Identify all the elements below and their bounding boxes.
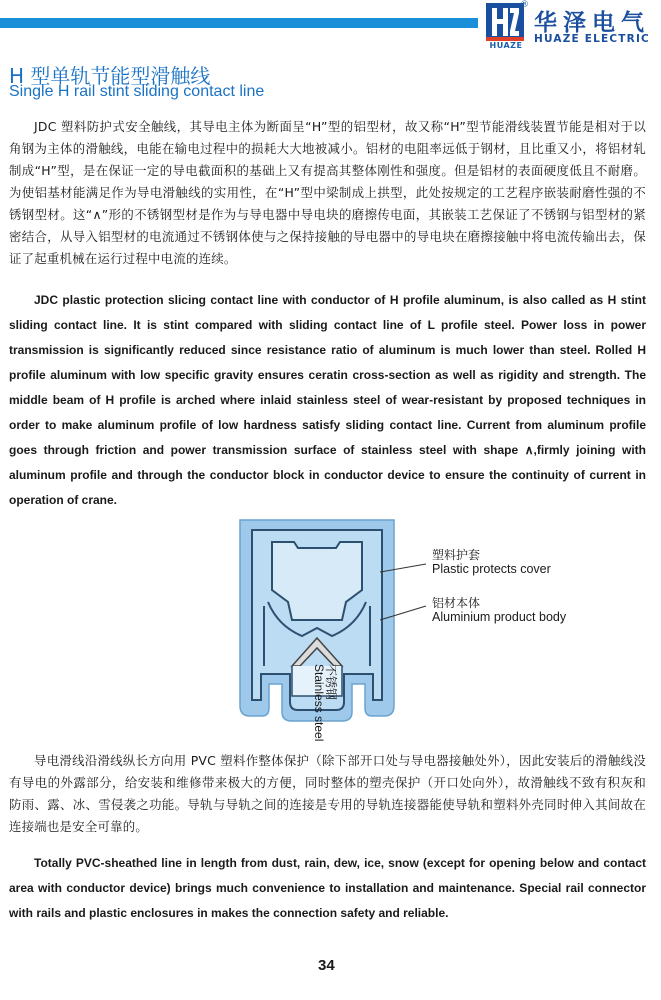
label-cover-en: Plastic protects cover [432, 562, 551, 576]
registered-mark: ® [520, 0, 529, 10]
paragraph-2-cn: 导电滑线沿滑线纵长方向用 PVC 塑料作整体保护（除下部开口处与导电器接触处外），因此安装后的滑触线没有导电的外露部分，给安装和维修带来极大的方便，同时整体的塑壳保护（开口处向外），故滑触线不致有积灰和防雨、露、冰、雪侵袭之功能。导轨与导轨之间的连接是专用的导轨连接器能使导轨和塑料外壳同时伸入其间故在连接端也是安全可靠的。 [9, 753, 646, 834]
paragraph-1-en: JDC plastic protection slicing contact line with conductor of H profile aluminum, is also called as H stint sliding contact line. It is stint compared with sliding contact line of L profile steel. Power loss in power transmission is significantly reduced since resistance ratio of aluminum is much lower than steel. Rolled H profile aluminum with low specific gravity ensures ceratin cross-section as well as rigidity and strength. The middle beam of H profile is arched where inlaid stainless steel of wear-resistant by proposed techniques in order to make aluminum profile of low hardness satisfy sliding contact line. Current from aluminum profile goes through friction and power transmission surface of stainless steel with shape ∧,firmly joining with aluminum profile and through the conductor block in conductor device to ensure the continuity of current in operation of crane. [9, 293, 646, 507]
label-body-cn: 铝材本体 [432, 596, 481, 610]
label-body-en: Aluminium product body [432, 610, 567, 624]
huaze-logo-icon [486, 3, 524, 41]
page-title-en: Single H rail stint sliding contact line [9, 83, 265, 100]
paragraph-2-en: Totally PVC-sheathed line in length from dust, rain, dew, ice, snow (except for opening below and contact area with conductor device) brings much convenience to installation and maintenance. Special rail connector with rails and plastic enclosures in makes the connection safety and reliable. [9, 856, 646, 920]
figure-leader-lines [380, 560, 430, 630]
logo-subtext: HUAZE [489, 41, 523, 50]
label-steel-cn: 不锈钢 [324, 664, 338, 701]
page-title-cn: H 型单轨节能型滑触线 [9, 64, 211, 88]
label-cover-cn: 塑料护套 [432, 548, 481, 562]
brand-name-en: HUAZE ELECTRIC [534, 33, 650, 45]
paragraph-1-cn: JDC 塑料防护式安全触线，其导电主体为断面呈“H”型的铝型材，故又称“H”型节能滑线装置节能是相对于以角钢为主体的滑触线，电能在输电过程中的损耗大大地被减小。铝材的电阻率远低于钢材，且比重又小，将铝材轧制成“H”型，是在保证一定的导电截面积的基础上又有提高其整体刚性和强度。但是铝材的表面硬度低且不耐磨。为使铝基材能满足作为导电滑触线的实用性，在“H”型中梁制成上拱型，此处按规定的工艺程序嵌装耐磨性强的不锈钢型材。这“∧”形的不锈钢型材是作为与导电器中导电块的磨擦传电面，其嵌装工艺保证了不锈钢与铝型材的紧密结合，从导入铝型材的电流通过不锈钢体使与之保持接触的导电器中的导电块在磨擦接触中将电流传输出去，保证了起重机械在运行过程中电流的连续。 [9, 119, 646, 266]
brand-name-cn: 华泽电气 [534, 10, 650, 36]
label-steel-en: Stainless steel [312, 664, 326, 742]
page-number: 34 [318, 957, 335, 974]
header-bar [0, 18, 478, 28]
